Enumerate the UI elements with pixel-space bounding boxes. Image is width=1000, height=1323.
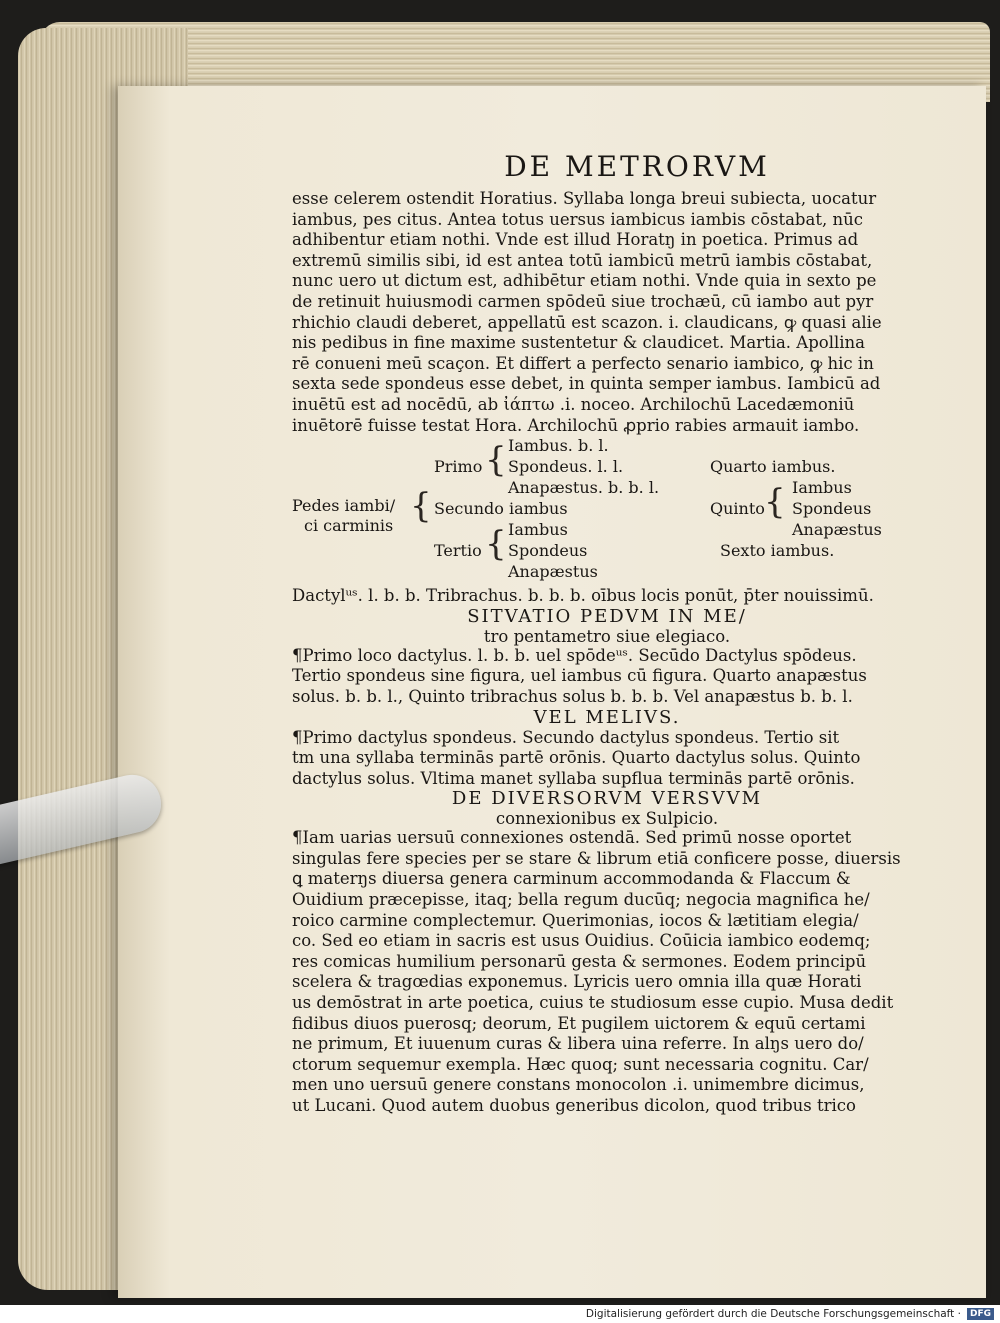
text-line: solus. b. b. l., Quinto tribrachus solus b. b. b. Vel anapæstus b. b. l. bbox=[292, 686, 853, 706]
brace-icon: { bbox=[485, 440, 507, 481]
text-line: rē conueni meū scaçon. Et differt a perfecto senario iambico, ꝙ hic in bbox=[292, 353, 874, 373]
text-line: extremū similis sibi, id est antea totū iambicū metrū iambis cōstabat, bbox=[292, 250, 873, 270]
text-line: nunc uero ut dictum est, adhibētur etiam nothi. Vnde quia in sexto pe bbox=[292, 271, 877, 291]
text-line: inuētorē fuisse testat Hora. Archilochū ꝓprio rabies armauit iambo. bbox=[292, 415, 860, 435]
diagram-tertio: Tertio bbox=[434, 541, 482, 561]
diagram-label-pedes-2: ci carminis bbox=[304, 516, 394, 536]
text-line: fidibus diuos puerosq; deorum, Et pugilem uictorem & equū certami bbox=[292, 1013, 866, 1033]
text-line: adhibentur etiam nothi. Vnde est illud Horatŋ in poetica. Primus ad bbox=[292, 230, 859, 250]
diagram-sexto: Sexto iambus. bbox=[720, 541, 835, 561]
text-line: iambus, pes citus. Antea totus uersus iambicus iambis cōstabat, nūc bbox=[292, 209, 863, 229]
text-line: nis pedibus in fine maxime sustentetur & claudicet. Martia. Apollina bbox=[292, 333, 866, 353]
section-subheading: connexionibus ex Sulpicio. bbox=[495, 809, 719, 829]
diagram-primo-item: Spondeus. l. l. bbox=[508, 457, 624, 477]
dfg-logo: DFG bbox=[967, 1308, 994, 1320]
text-line: de retinuit huiusmodi carmen spōdeū siue trochæū, cū iambo aut pyr bbox=[292, 291, 874, 311]
diagram-label-pedes: Pedes iambi/ bbox=[292, 496, 396, 516]
text-line: ¶Primo loco dactylus. l. b. b. uel spōdeᵘˢ. Secūdo Dactylus spōdeus. bbox=[292, 645, 857, 665]
paragraph-2 bbox=[292, 646, 922, 708]
dactyl-line: Dactylᵘˢ. l. b. b. Tribrachus. b. b. b. oībus locis ponūt, p̄ter nouissimū. bbox=[292, 586, 874, 606]
diagram-quinto: Quinto bbox=[710, 499, 765, 519]
diagram-quinto-item: Iambus bbox=[792, 478, 852, 498]
text-line: scelera & tragœdias exponemus. Lyricis uero omnia illa quæ Horati bbox=[292, 972, 862, 992]
text-line: rhichio claudi deberet, appellatū est scazon. i. claudicans, ꝙ quasi alie bbox=[292, 312, 882, 332]
text-line: singulas fere species per se stare & librum etiā conficere posse, diuersis bbox=[292, 848, 901, 868]
text-line: dactylus solus. Vltima manet syllaba supflua terminās partē orōnis. bbox=[292, 768, 855, 788]
text-line: ꝗ materŋs diuersa genera carminum accommodanda & Flaccum & bbox=[292, 869, 851, 889]
text-line: sexta sede spondeus esse debet, in quinta semper iambus. Iambicū ad bbox=[292, 374, 881, 394]
brace-icon: { bbox=[410, 486, 432, 527]
running-header: DE METRORVM bbox=[504, 150, 770, 183]
diagram-tertio-item: Anapæstus bbox=[508, 562, 598, 582]
diagram-secundo: Secundo iambus bbox=[434, 499, 568, 519]
diagram-primo: Primo bbox=[434, 457, 483, 477]
text-line: res comicas humilium personarū gesta & sermones. Eodem principū bbox=[292, 951, 867, 971]
section-heading: DE DIVERSORVM VERSVVM bbox=[451, 788, 763, 810]
text-line: tm una syllaba terminās partē orōnis. Quarto dactylus solus. Quinto bbox=[292, 748, 861, 768]
diagram-primo-item: Iambus. b. l. bbox=[508, 436, 609, 456]
text-line: ut Lucani. Quod autem duobus generibus dicolon, quod tribus trico bbox=[292, 1096, 856, 1115]
diagram-quinto-item: Anapæstus bbox=[792, 520, 882, 540]
text-line: co. Sed eo etiam in sacris est usus Ouidius. Coūicia iambico eodemq; bbox=[292, 931, 871, 951]
footer-bar bbox=[0, 1305, 1000, 1323]
page-text bbox=[292, 150, 922, 1117]
paragraph-3 bbox=[292, 728, 922, 790]
text-line: men uno uersuū genere constans monocolon .i. unimembre dicimus, bbox=[292, 1075, 865, 1095]
text-line: us demōstrat in arte poetica, cuius te studiosum esse cupio. Musa dedit bbox=[292, 993, 894, 1013]
diagram-primo-item: Anapæstus. b. b. l. bbox=[508, 478, 660, 498]
diagram-tertio-item: Iambus bbox=[508, 520, 568, 540]
text-line: ne primum, Et iuuenum curas & libera uina referre. In alŋs uero do/ bbox=[292, 1034, 864, 1054]
paragraph-1 bbox=[292, 189, 922, 436]
footer-credit: Digitalisierung gefördert durch die Deutsche Forschungsgemeinschaft · bbox=[585, 1308, 961, 1320]
text-line: roico carmine complectemur. Querimonias, iocos & lætitiam elegia/ bbox=[292, 910, 859, 930]
text-line: ctorum sequemur exempla. Hæc quoq; sunt necessaria cognitu. Car/ bbox=[292, 1054, 869, 1074]
paragraph-4 bbox=[292, 828, 922, 1116]
brace-icon: { bbox=[764, 482, 786, 523]
text-line: Tertio spondeus sine figura, uel iambus cū figura. Quarto anapæstus bbox=[292, 666, 867, 686]
text-line: ¶Primo dactylus spondeus. Secundo dactylus spondeus. Tertio sit bbox=[292, 727, 840, 747]
section-heading: VEL MELIVS. bbox=[533, 706, 681, 728]
feet-diagram bbox=[292, 436, 922, 586]
text-line: Ouidium præcepisse, itaq; bella regum ducūq; negocia magnifica he/ bbox=[292, 890, 870, 910]
brace-icon: { bbox=[485, 524, 507, 565]
section-subheading: tro pentametro siue elegiaco. bbox=[483, 626, 731, 646]
diagram-quarto: Quarto iambus. bbox=[710, 457, 836, 477]
diagram-tertio-item: Spondeus bbox=[508, 541, 588, 561]
diagram-quinto-item: Spondeus bbox=[792, 499, 872, 519]
text-line: esse celerem ostendit Horatius. Syllaba longa breui subiecta, uocatur bbox=[292, 189, 877, 208]
text-line: inuētū est ad nocēdū, ab ἰάπτω .i. noceo. Archilochū Lacedæmoniū bbox=[292, 394, 855, 414]
section-heading: SITVATIO PEDVM IN ME/ bbox=[467, 605, 747, 627]
text-line: ¶Iam uarias uersuū connexiones ostendā. Sed primū nosse oportet bbox=[292, 828, 852, 848]
